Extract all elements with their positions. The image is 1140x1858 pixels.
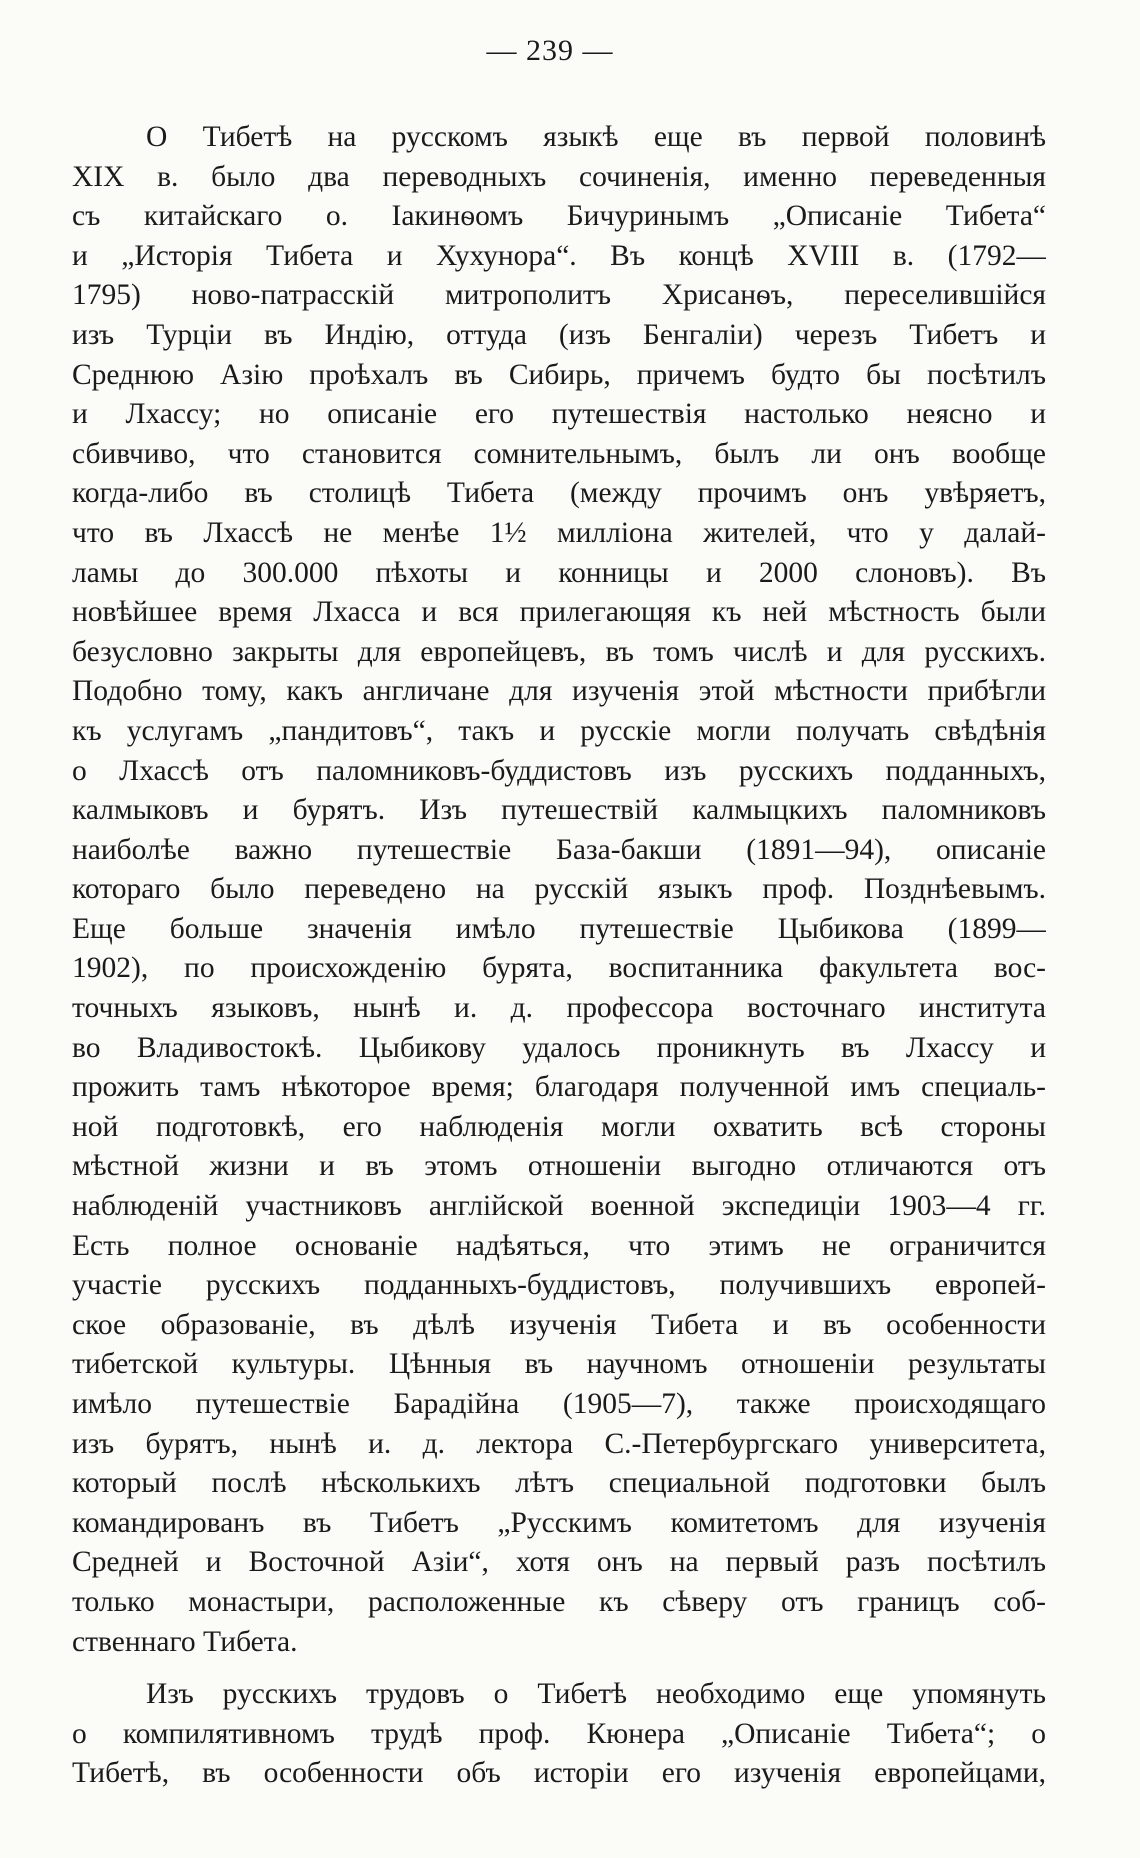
body-text bbox=[72, 118, 1046, 1794]
text-line: котораго было переведено на русскій языкъ проф. Позднѣевымъ. bbox=[72, 873, 1046, 906]
text-line: мѣстной жизни и въ этомъ отношеніи выгодно отличаются отъ bbox=[72, 1150, 1046, 1183]
text-line: съ китайскаго о. Іакинѳомъ Бичуринымъ „Описаніе Тибета“ bbox=[72, 200, 1046, 233]
text-line: ламы до 300.000 пѣхоты и конницы и 2000 слоновъ). Въ bbox=[72, 556, 1046, 589]
text-line: о Лхассѣ отъ паломниковъ-буддистовъ изъ русскихъ подданныхъ, bbox=[72, 754, 1046, 787]
text-line: только монастыри, расположенные къ сѣверу отъ границъ соб- bbox=[72, 1585, 1046, 1618]
text-line: Есть полное основаніе надѣяться, что этимъ не ограничится bbox=[72, 1229, 1046, 1262]
text-line: который послѣ нѣсколькихъ лѣтъ специальной подготовки былъ bbox=[72, 1467, 1046, 1500]
text-line: калмыковъ и бурятъ. Изъ путешествій калмыцкихъ паломниковъ bbox=[72, 794, 1046, 827]
text-line: 1795) ново-патрасскій митрополитъ Хрисанѳъ, переселившійся bbox=[72, 279, 1046, 312]
text-line: когда-либо въ столицѣ Тибета (между прочимъ онъ увѣряетъ, bbox=[72, 477, 1046, 510]
paragraph-2 bbox=[72, 1675, 1046, 1794]
text-line: изъ бурятъ, нынѣ и. д. лектора С.-Петербургскаго университета, bbox=[72, 1427, 1046, 1460]
text-line: къ услугамъ „пандитовъ“, такъ и русскіе могли получать свѣдѣнія bbox=[72, 714, 1046, 747]
text-line: что въ Лхассѣ не менѣе 1½ милліона жителей, что у далай- bbox=[72, 516, 1046, 549]
text-line: ной подготовкѣ, его наблюденія могли охватить всѣ стороны bbox=[72, 1110, 1046, 1143]
text-line: Изъ русскихъ трудовъ о Тибетѣ необходимо еще упомянуть bbox=[146, 1678, 1046, 1711]
text-line: Подобно тому, какъ англичане для изученія этой мѣстности прибѣгли bbox=[72, 675, 1046, 708]
text-line: о компилятивномъ трудѣ проф. Кюнера „Описаніе Тибета“; о bbox=[72, 1717, 1046, 1750]
text-line: ское образованіе, въ дѣлѣ изученія Тибета и въ особенности bbox=[72, 1308, 1046, 1341]
page-number: — 239 — bbox=[486, 34, 614, 67]
text-line: Среднюю Азію проѣхалъ въ Сибирь, причемъ будто бы посѣтилъ bbox=[72, 358, 1046, 391]
text-line: точныхъ языковъ, нынѣ и. д. профессора восточнаго института bbox=[72, 992, 1046, 1025]
text-line: О Тибетѣ на русскомъ языкѣ еще въ первой половинѣ bbox=[146, 121, 1046, 153]
text-line: участіе русскихъ подданныхъ-буддистовъ, получившихъ европей- bbox=[72, 1269, 1046, 1302]
text-line: сбивчиво, что становится сомнительнымъ, былъ ли онъ вообще bbox=[72, 437, 1046, 470]
text-line: безусловно закрыты для европейцевъ, въ томъ числѣ и для русскихъ. bbox=[72, 635, 1046, 668]
text-line: новѣйшее время Лхасса и вся прилегающяя къ ней мѣстность были bbox=[72, 596, 1046, 629]
text-line: и Лхассу; но описаніе его путешествія настолько неясно и bbox=[72, 398, 1046, 431]
text-line: 1902), по происхожденію бурята, воспитанника факультета вос- bbox=[72, 952, 1046, 985]
text-line: наблюденій участниковъ англійской военной экспедиціи 1903—4 гг. bbox=[72, 1190, 1046, 1223]
text-line: XIX в. было два переводныхъ сочиненія, именно переведенныя bbox=[72, 160, 1046, 193]
text-line: наиболѣе важно путешествіе База-бакши (1891—94), описаніе bbox=[72, 833, 1046, 866]
text-line: прожить тамъ нѣкоторое время; благодаря полученной имъ специаль- bbox=[72, 1071, 1046, 1104]
text-line: Еще больше значенія имѣло путешествіе Цыбикова (1899— bbox=[72, 912, 1046, 945]
text-line: имѣло путешествіе Барадійна (1905—7), также происходящаго bbox=[72, 1388, 1046, 1420]
text-line: и „Исторія Тибета и Хухунора“. Въ концѣ XVIII в. (1792— bbox=[72, 239, 1046, 272]
text-line: во Владивостокѣ. Цыбикову удалось проникнуть въ Лхассу и bbox=[72, 1031, 1046, 1064]
text-line: ственнаго Тибета. bbox=[72, 1625, 298, 1658]
text-line: изъ Турціи въ Индію, оттуда (изъ Бенгаліи) черезъ Тибетъ и bbox=[72, 318, 1046, 351]
text-line: Тибетѣ, въ особенности объ исторіи его изученія европейцами, bbox=[72, 1757, 1046, 1790]
text-line: Средней и Восточной Азіи“, хотя онъ на первый разъ посѣтилъ bbox=[72, 1546, 1046, 1579]
text-line: тибетской культуры. Цѣнныя въ научномъ отношеніи результаты bbox=[72, 1348, 1046, 1381]
paragraph-1 bbox=[72, 118, 1046, 1662]
text-line: командированъ въ Тибетъ „Русскимъ комитетомъ для изученія bbox=[72, 1506, 1046, 1539]
